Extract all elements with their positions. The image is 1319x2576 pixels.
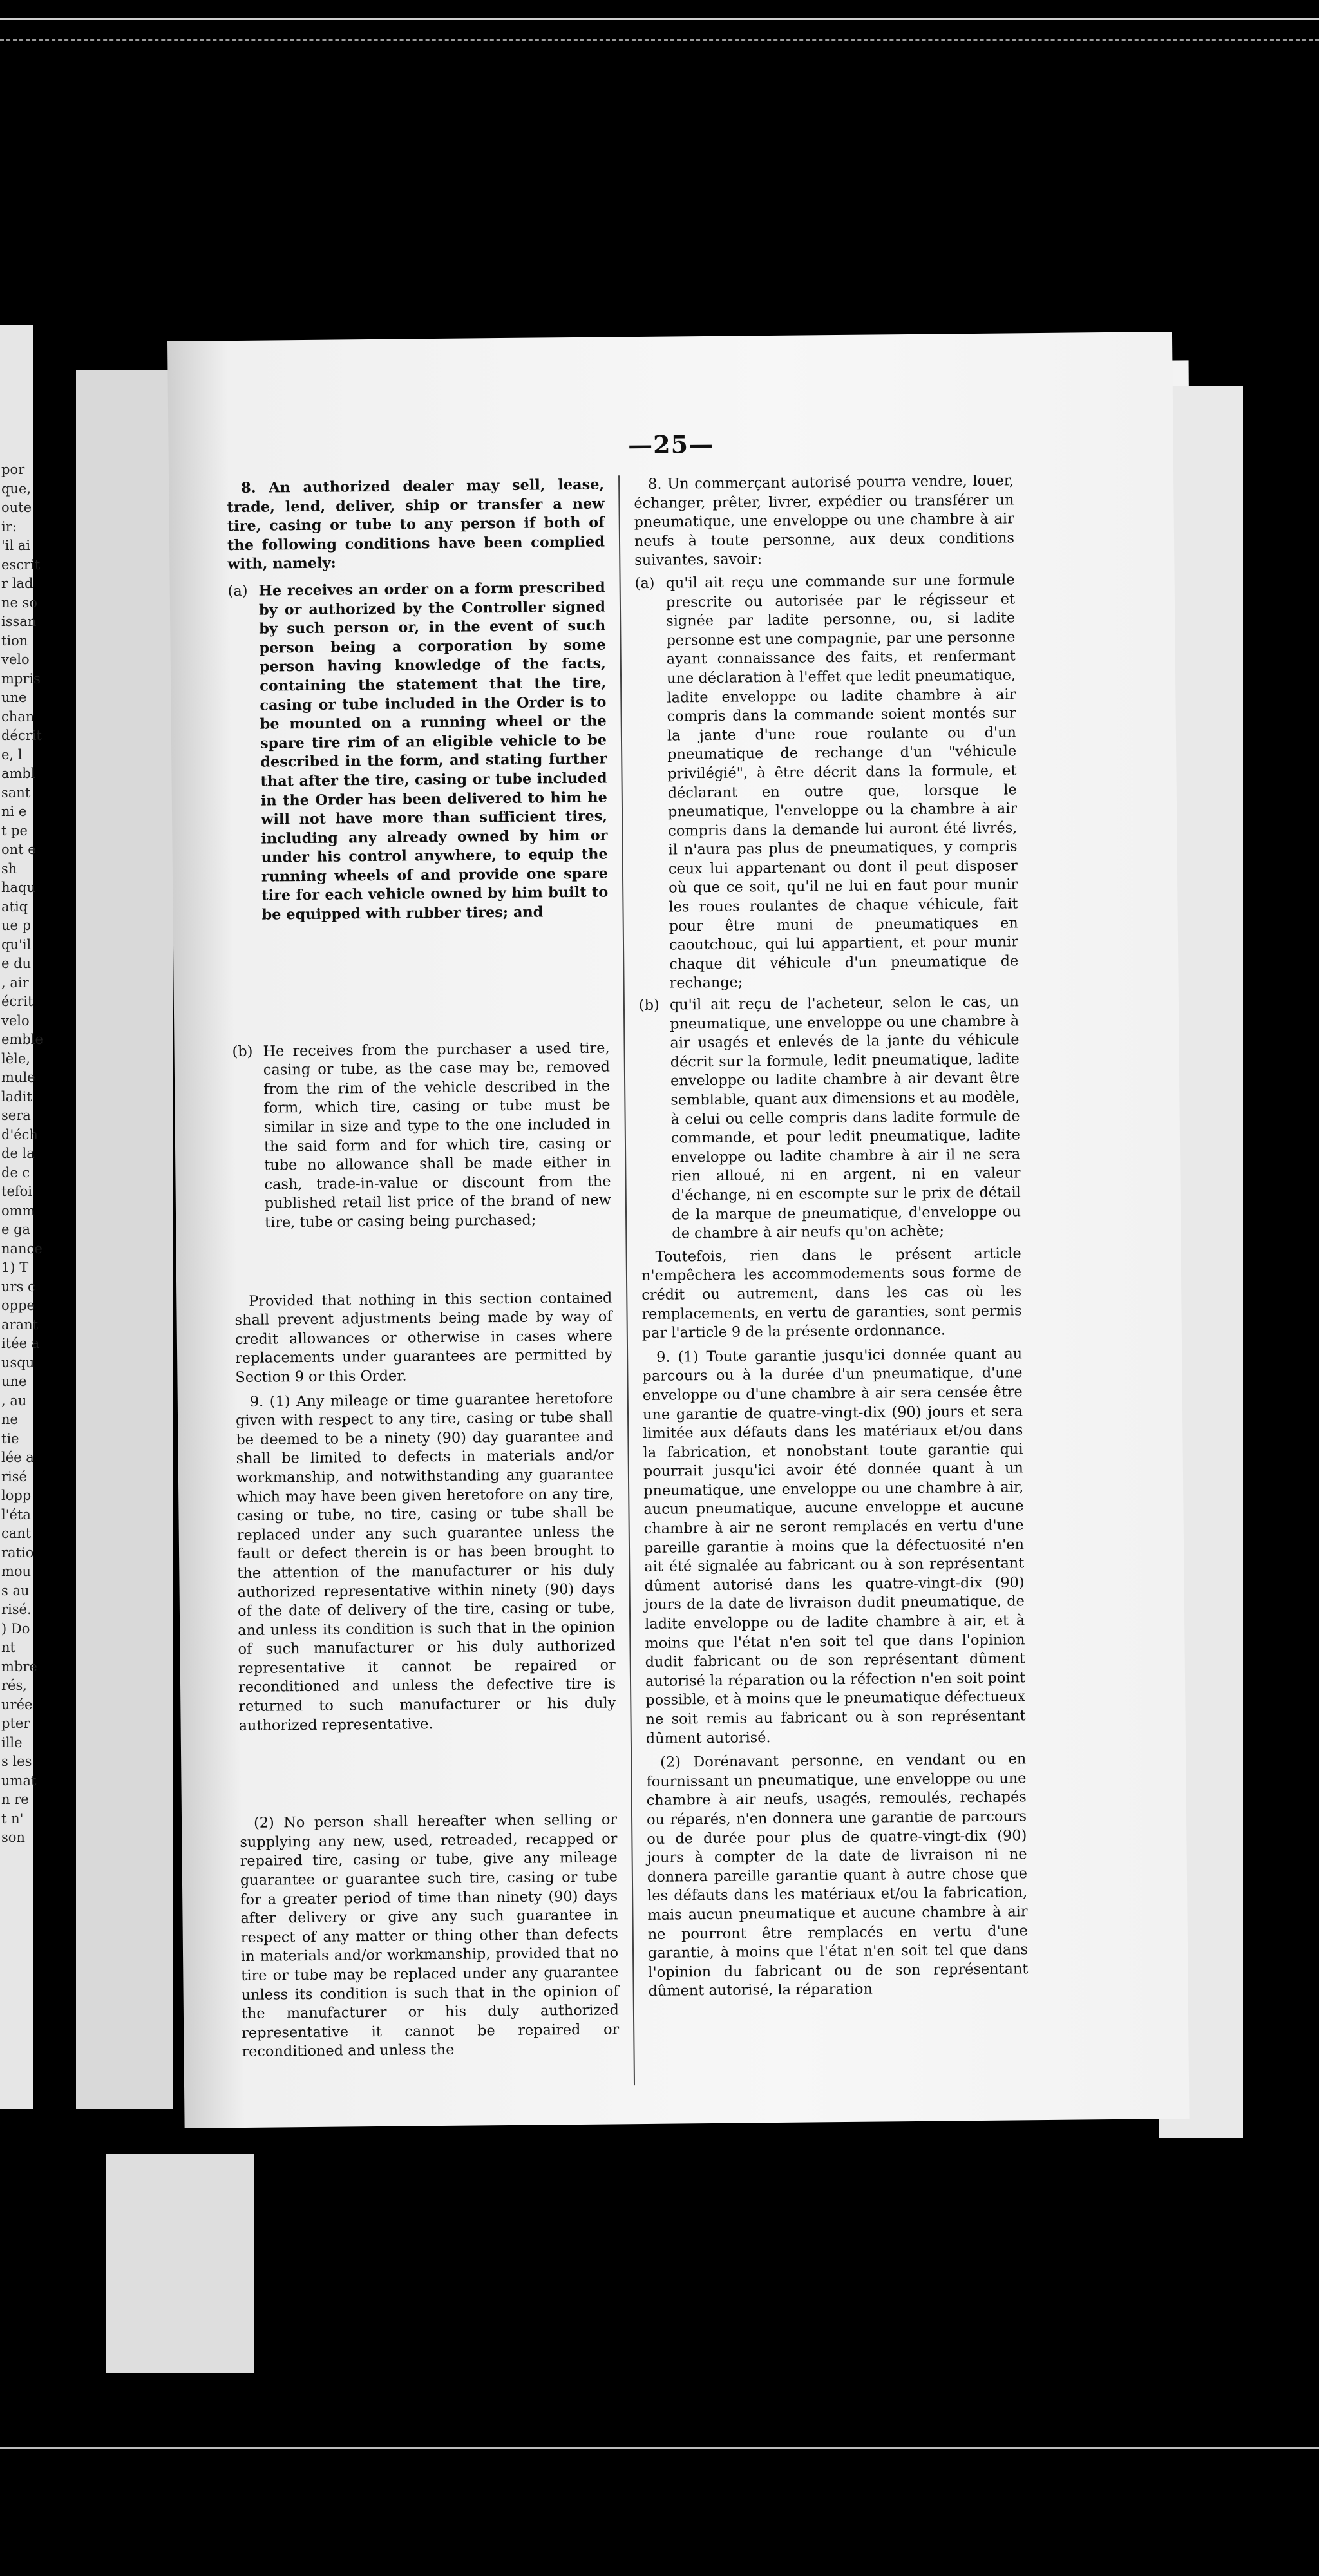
- clause-a-label-en: (a): [227, 582, 248, 600]
- section-9-2-fr: (2) Dorénavant personne, en vendant ou en fournissant un pneumatique, une enveloppe ou une chambre à air neufs, usagés, remoulés, rechapés ou réparés, n'en donnera une garantie de parcours ou de durée pour plus de quatre-vingt-dix (90) jours à compter de la date de livraison ni ne donnera pareille garantie quant à autre chose que les défauts dans les matériaux et/ou la fabrication, mais aucun pneumatique et aucune chambre à air ne pourront être remplacés en vertu d'une garantie, à moins que l'état n'en soit tel que dans l'opinion du fabricant ou de son représentant dûment autorisé, la réparation: [646, 1750, 1029, 2000]
- clause-b-text-en: He receives from the purchaser a used tire, casing or tube, as the case may be, removed from the rim of the vehicle described in the form, which tire, casing or tube must be similar in size and type to the one included in the said form and for which tire, casing or tube no allowance shall be made either in cash, trade-in-value or discount from the published retail list price of the brand of new tire, tube or casing being purchased;: [263, 1039, 611, 1231]
- clause-a-text-fr: qu'il ait reçu une commande sur une formule prescrite ou autorisée par le régisseur et signée par ladite personne, ou, si ladite personne est une compagnie, par une personne ayant connaissance des faits, et renfermant une déclaration à l'effet que ledit pneumatique, ladite enveloppe ou ladite chambre à air compris dans la commande soient montés sur la jante d'une roue roulante ou d'un pneumatique de rechange d'un "véhicule privilégié", à être décrit dans la formule, et déclarant en outre que, lorsque le pneumatique, l'enveloppe ou la chambre à air compris dans la demande lui auront été livrés, il n'aura pas plus de pneumatiques, y compris ceux lui appartenant ou dont il peut disposer où que ce soit, qu'il ne lui en faut pour munir les roues roulantes de chaque véhicule, fait pour être muni de pneumatiques en caoutchouc, qui lui appartient, et pour munir chaque dit véhicule d'un pneumatique de rechange;: [665, 571, 1019, 992]
- clause-a-en: [228, 578, 609, 925]
- french-column: [634, 471, 1029, 2001]
- clause-b-en: [232, 1039, 611, 1233]
- column-divider: [618, 475, 635, 2085]
- clause-b-text-fr: qu'il ait reçu de l'acheteur, selon le cas, un pneumatique, une enveloppe ou une chambre à air usagés et enlevés de la jante du véhicule décrit sur la formule, ledit pneumatique, ladite enveloppe ou ladite chambre à air devant être semblable, quant aux dimensions et au modèle, à celui ou celle compris dans ladite formule de commande, et pour ledit pneumatique, ladite enveloppe ou ladite chambre à air il ne sera rien alloué, ni en argent, ni en valeur d'échange, ni en escompte sur le prix de détail de la marque de pneumatique, d'enveloppe ou de chambre à air neufs qu'on achète;: [669, 993, 1021, 1242]
- adjacent-page-text: por que, oute ir: 'il ai escrit r lad ne so issan tion velo mpris une chan décrit e, l ambl sant ni e t pe ont e sh haqu atiq ue p qu'il e du , air écrit velo emble lèle, mule ladit sera d'éch de la de c tefoi omm e ga nance 1) T urs c oppe arant itée a usqu une , au ne tie lée a risé lopp l'éta cant ratio mou s au risé. ) Do nt mbre rés, urée pter ille s les umat n re t n' son: [1, 462, 43, 1845]
- proviso-fr: Toutefois, rien dans le présent article n'empêchera les accommodements sous forme de crédit ou autrement, dans les cas où les remplacements, en vertu de garanties, sont permis par l'article 9 de la présente ordonnance.: [641, 1245, 1022, 1342]
- blank-sheet: [76, 370, 173, 2109]
- clause-b-label-fr: (b): [638, 996, 660, 1014]
- section-9-1-fr: 9. (1) Toute garantie jusqu'ici donnée quant au parcours ou à la durée d'un pneumatique, d'une enveloppe ou d'une chambre à air sera censée être une garantie de quatre-vingt-dix (90) jours et sera limitée aux défauts dans les matériaux et/ou dans la fabrication, et nonobstant toute garantie qui pourrait jusqu'ici avoir été donnée quant à un pneumatique, une enveloppe ou une chambre à air, aucun pneumatique, aucune enveloppe et aucune chambre à air ne seront remplacés en vertu d'une pareille garantie à moins que la défectuosité n'en ait été signalée au fabricant ou à son représentant dûment autorisé dans les quatre-vingt-dix (90) jours de la date de livraison dudit pneumatique, de ladite enveloppe ou de ladite chambre à air, et à moins que l'état n'en soit tel que dans l'opinion dudit fabricant ou de son représentant dûment autorisé la réparation ou la réfection n'en soit point possible, et à moins que le pneumatique défectueux ne soit remis au fabricant ou à son représentant dûment autorisé.: [642, 1345, 1026, 1747]
- english-column: [227, 476, 620, 2062]
- page-number: —25—: [627, 429, 714, 460]
- clause-b-fr: [639, 992, 1021, 1244]
- paper-slip: [106, 2154, 254, 2373]
- clause-a-label-fr: (a): [634, 574, 655, 592]
- adjacent-page-fragment: [0, 325, 43, 2109]
- clause-a-fr: [635, 571, 1019, 994]
- section-8-intro-fr: 8. Un commerçant autorisé pourra vendre, louer, échanger, prêter, livrer, expédier ou transférer un pneumatique, une enveloppe ou une chambre à air neufs à toute personne, aux deux conditions suivantes, savoir:: [634, 472, 1015, 569]
- proviso-en: Provided that nothing in this section contained shall prevent adjustments being made by way of credit allowances or otherwise in cases where replacements under guarantees are permitted by Section 9 or this Order.: [234, 1289, 613, 1387]
- film-edge-bottom: [0, 2447, 1319, 2453]
- film-edge-top: [0, 18, 1319, 41]
- document-page: [167, 332, 1190, 2128]
- section-8-intro-en: 8. An authorized dealer may sell, lease, trade, lend, deliver, ship or transfer a new tire, casing or tube to any person if both of the following conditions have been complied with, namely:: [227, 476, 605, 573]
- section-9-2-en: (2) No person shall hereafter when selling or supplying any new, used, retreaded, recapped or repaired tire, casing or tube, give any mileage guarantee or guarantee such tire, casing or tube for a greater period of time than ninety (90) days after delivery or give any such guarantee in respect of any matter or thing other than defects in materials and/or workmanship, provided that no tire or tube may be replaced under any guarantee unless its condition is such that in the opinion of the manufacturer or his duly authorized representative it cannot be repaired or reconditioned and unless the: [240, 1811, 620, 2061]
- clause-a-text-en: He receives an order on a form prescribed by or authorized by the Controller signed by such person or, in the event of such person being a corporation by some person having knowledge of the facts, containing the statement that the tire, casing or tube included in the Order is to be mounted on a running wheel or the spare tire rim of an eligible vehicle to be described in the form, and stating further that after the tire, casing or tube included in the Order has been delivered to him he will not have more than sufficient tires, including any already owned by him or under his control anywhere, to equip the running wheels of and provide one spare tire for each vehicle owned by him built to be equipped with rubber tires; and: [258, 579, 609, 923]
- section-9-1-en: 9. (1) Any mileage or time guarantee heretofore given with respect to any tire, casing or tube shall be deemed to be a ninety (90) day guarantee and shall be limited to defects in materials and/or workmanship, and notwithstanding any guarantee which may have been given heretofore on any tire, casing or tube, no tire, casing or tube shall be replaced under any such guarantee unless the fault or defect therein is or has been brought to the attention of the manufacturer or his duly authorized representative within ninety (90) days of the date of delivery of the tire, casing or tube, and unless its condition is such that in the opinion of such manufacturer or his duly authorized representative it cannot be repaired or reconditioned and unless the defective tire is returned to such manufacturer or his duly authorized representative.: [235, 1389, 616, 1734]
- clause-b-label-en: (b): [232, 1043, 253, 1060]
